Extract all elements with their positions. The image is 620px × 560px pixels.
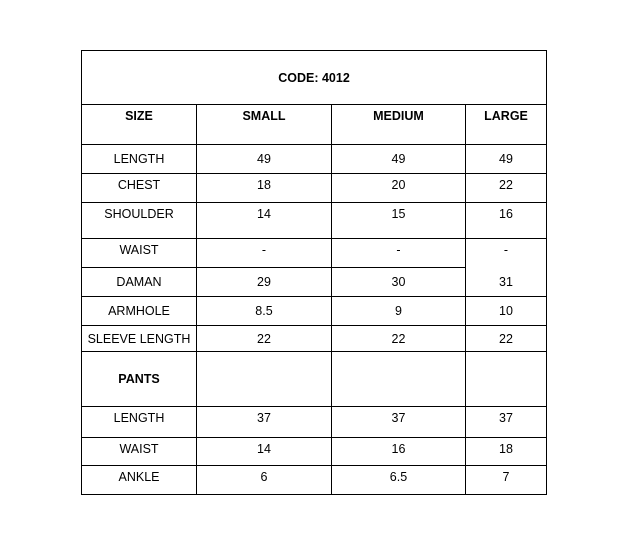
row-label: WAIST <box>82 239 197 268</box>
cell-medium: 15 <box>332 203 466 239</box>
table-row <box>82 466 547 495</box>
cell-small: 22 <box>197 326 332 352</box>
cell-large: 22 <box>466 174 547 203</box>
cell-small: 37 <box>197 407 332 438</box>
cell-large: - <box>466 239 547 268</box>
row-label: WAIST <box>82 438 197 466</box>
cell-large: 31 <box>466 268 547 297</box>
cell-small: 14 <box>197 438 332 466</box>
table-row <box>82 438 547 466</box>
table-row <box>82 297 547 326</box>
row-label: ANKLE <box>82 466 197 495</box>
cell-large: 16 <box>466 203 547 239</box>
cell-small: 14 <box>197 203 332 239</box>
empty-cell <box>332 352 466 407</box>
row-label: LENGTH <box>82 407 197 438</box>
row-label: LENGTH <box>82 145 197 174</box>
cell-medium: - <box>332 239 466 268</box>
cell-large: 10 <box>466 297 547 326</box>
cell-large: 18 <box>466 438 547 466</box>
row-label: ARMHOLE <box>82 297 197 326</box>
cell-small: 29 <box>197 268 332 297</box>
header-medium: MEDIUM <box>332 105 466 145</box>
row-label: SLEEVE LENGTH <box>82 326 197 352</box>
cell-large: 37 <box>466 407 547 438</box>
table-row <box>82 203 547 239</box>
pants-section-label: PANTS <box>82 352 197 407</box>
cell-medium: 30 <box>332 268 466 297</box>
empty-cell <box>197 352 332 407</box>
cell-medium: 6.5 <box>332 466 466 495</box>
size-chart-table <box>81 50 547 495</box>
row-label: DAMAN <box>82 268 197 297</box>
header-small: SMALL <box>197 105 332 145</box>
cell-small: 8.5 <box>197 297 332 326</box>
code-row <box>82 51 547 105</box>
cell-large: 7 <box>466 466 547 495</box>
cell-medium: 9 <box>332 297 466 326</box>
cell-small: 6 <box>197 466 332 495</box>
cell-medium: 49 <box>332 145 466 174</box>
pants-section-row <box>82 352 547 407</box>
product-code: CODE: 4012 <box>82 51 547 105</box>
empty-cell <box>466 352 547 407</box>
cell-medium: 20 <box>332 174 466 203</box>
table-row <box>82 145 547 174</box>
cell-large: 49 <box>466 145 547 174</box>
cell-large: 22 <box>466 326 547 352</box>
table-row <box>82 174 547 203</box>
table-row <box>82 407 547 438</box>
header-size: SIZE <box>82 105 197 145</box>
cell-small: - <box>197 239 332 268</box>
cell-small: 18 <box>197 174 332 203</box>
cell-medium: 16 <box>332 438 466 466</box>
row-label: CHEST <box>82 174 197 203</box>
table-row <box>82 239 547 268</box>
table-row <box>82 326 547 352</box>
cell-medium: 37 <box>332 407 466 438</box>
table-row <box>82 268 547 297</box>
cell-medium: 22 <box>332 326 466 352</box>
header-large: LARGE <box>466 105 547 145</box>
cell-small: 49 <box>197 145 332 174</box>
row-label: SHOULDER <box>82 203 197 239</box>
header-row <box>82 105 547 145</box>
